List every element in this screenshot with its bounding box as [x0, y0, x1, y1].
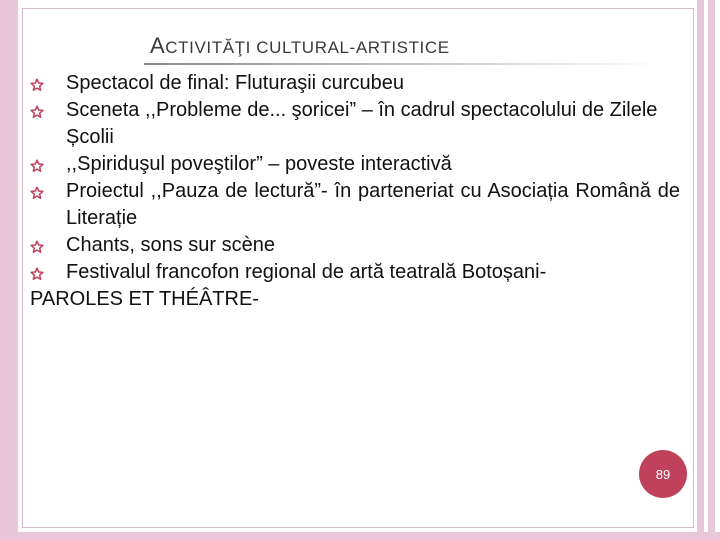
list-item — [30, 70, 680, 97]
star-bullet-icon — [30, 159, 44, 173]
bullet-list — [30, 70, 680, 313]
list-item-text: Sceneta ,,Probleme de... şoricei” – în cadrul spectacolului de Zilele Școlii — [66, 99, 658, 148]
list-item — [30, 259, 680, 286]
list-item-text: Spectacol de final: Fluturaşii curcubeu — [66, 72, 404, 94]
title-initial: A — [150, 33, 166, 58]
star-bullet-icon — [30, 240, 44, 254]
list-item — [30, 97, 680, 151]
page-number-badge: 89 — [639, 450, 687, 498]
title-underline — [144, 63, 664, 65]
star-bullet-icon — [30, 267, 44, 281]
list-item — [30, 232, 680, 259]
list-item-text: Proiectul ,,Pauza de lectură”- în parteneriat cu Asociația Română de Literație — [66, 180, 680, 229]
trailing-text: PAROLES ET THÉÂTRE- — [30, 288, 259, 310]
list-item-text: Festivalul francofon regional de artă teatrală Botoșani- — [66, 261, 547, 283]
list-item-text: ,,Spiriduşul poveştilor” – poveste interactivă — [66, 153, 452, 175]
frame-left-band — [0, 0, 18, 540]
list-item-text: Chants, sons sur scène — [66, 234, 275, 256]
star-bullet-icon — [30, 78, 44, 92]
title-rest: CTIVITĂŢI CULTURAL-ARTISTICE — [165, 38, 450, 57]
frame-bottom-band — [0, 532, 720, 540]
star-bullet-icon — [30, 105, 44, 119]
frame-right-band — [697, 0, 704, 540]
slide-title — [150, 33, 570, 61]
list-item — [30, 151, 680, 178]
frame-right-band-outer — [708, 0, 715, 540]
list-item — [30, 178, 680, 232]
star-bullet-icon — [30, 186, 44, 200]
